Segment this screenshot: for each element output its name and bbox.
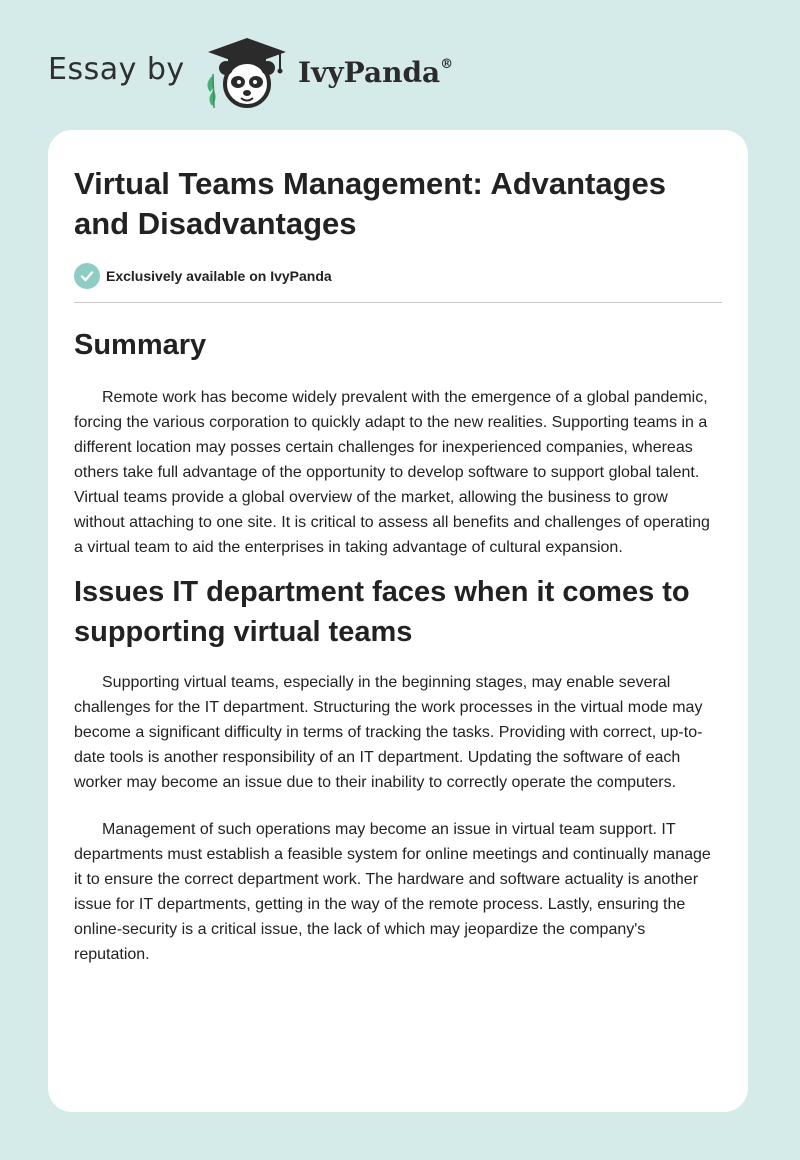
- issues-paragraph-2: Management of such operations may become an issue in virtual team support. IT departments must establish a feasible system for online meetings and continually manage it to ensure the correct department work. The hardware and software actuality is another issue for IT departments, getting in the way of the remote process. Lastly, ensuring the online-security is a critical issue, the lack of which may jeopardize the company's reputation.: [74, 821, 711, 963]
- exclusive-badge: [74, 262, 722, 290]
- section-heading-summary: Summary: [74, 329, 207, 361]
- ivypanda-logo-icon[interactable]: [198, 36, 296, 110]
- brand-name[interactable]: [298, 56, 453, 89]
- site-header: [0, 0, 800, 130]
- registered-mark: ®: [440, 56, 454, 72]
- brand-text: IvyPanda: [298, 56, 441, 89]
- section-heading-issues: Issues IT department faces when it comes to supporting virtual teams: [74, 576, 690, 648]
- check-icon: [74, 263, 100, 289]
- essay-by-label: Essay by: [48, 52, 185, 87]
- divider: [74, 302, 722, 303]
- issues-paragraph-1: Supporting virtual teams, especially in the beginning stages, may enable several challenges for the IT department. Structuring the work processes in the virtual mode may become a significant difficulty in terms of tracking the tasks. Providing with correct, up-to-date tools is another responsibility of an IT department. Updating the software of each worker may become an issue due to their inability to correctly operate the computers.: [74, 674, 703, 791]
- summary-paragraph: Remote work has become widely prevalent with the emergence of a global pandemic, forcing the various corporation to quickly adapt to the new realities. Supporting teams in a different location may posses certain challenges for inexperienced companies, whereas others take full advantage of the opportunity to develop software to support global talent. Virtual teams provide a global overview of the market, allowing the business to grow without attaching to one site. It is critical to assess all benefits and challenges of operating a virtual team to aid the enterprises in taking advantage of cultural expansion.: [74, 389, 710, 556]
- essay-title: Virtual Teams Management: Advantages and Disadvantages: [74, 166, 667, 241]
- essay-card: [48, 130, 748, 1112]
- essay-content: [74, 164, 722, 967]
- exclusive-label: Exclusively available on IvyPanda: [106, 268, 332, 284]
